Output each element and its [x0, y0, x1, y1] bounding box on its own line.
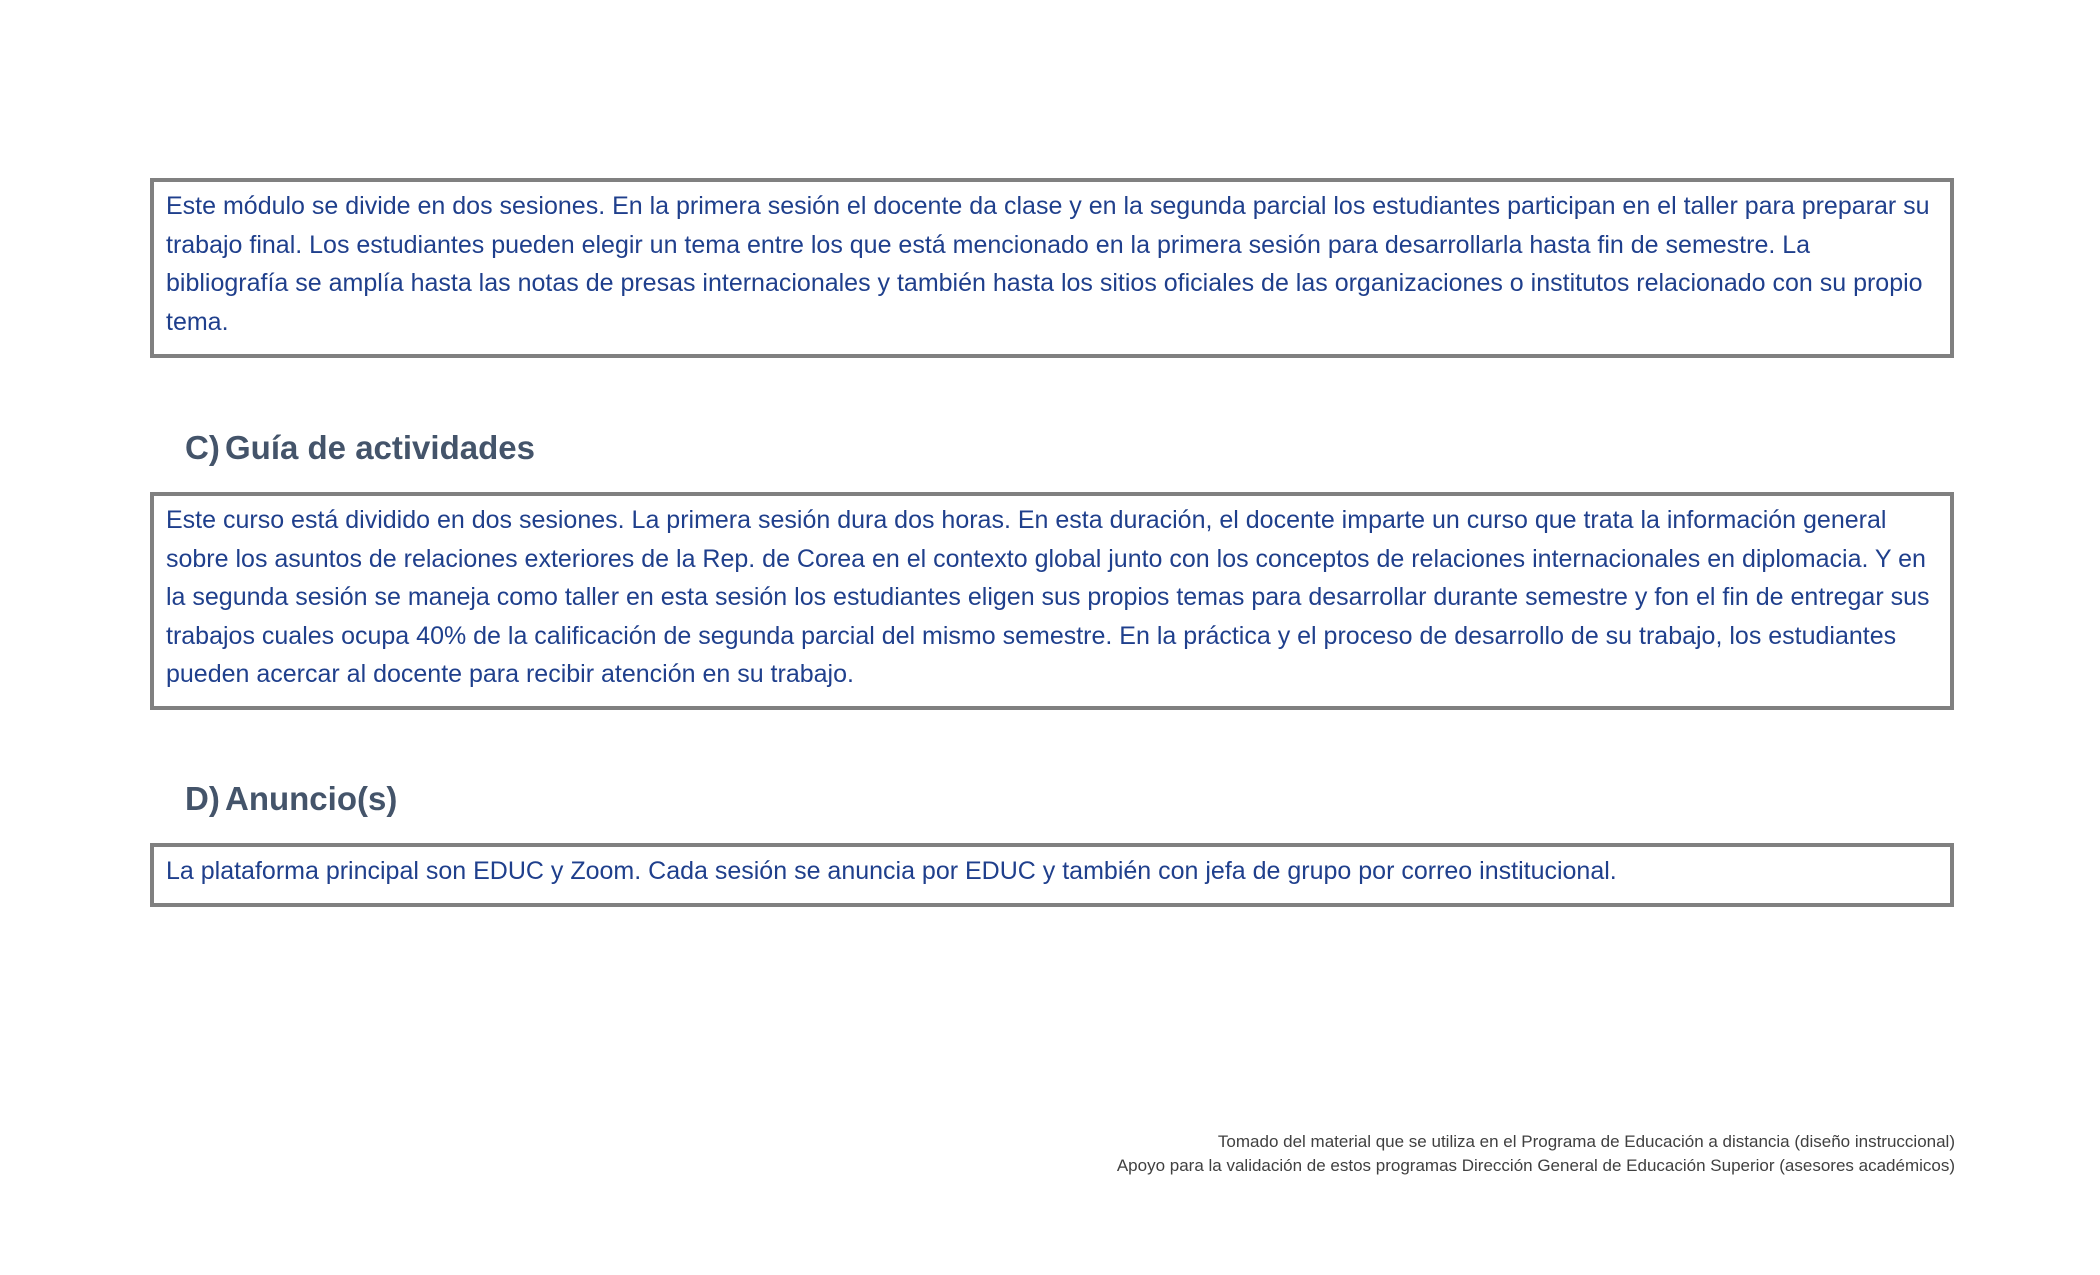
module-description-box [150, 178, 1954, 358]
section-heading-guia [185, 428, 535, 468]
announcements-text: La plataforma principal son EDUC y Zoom. Cada sesión se anuncia por EDUC y también con jefa de grupo por correo institucional. [166, 857, 1617, 885]
section-title: Guía de actividades [225, 429, 535, 466]
module-description-text: Este módulo se divide en dos sesiones. En la primera sesión el docente da clase y en la segunda parcial los estudiantes participan en el taller para preparar su trabajo final. Los estudiantes pueden elegir un tema entre los que está mencionado en la primera sesión para desarrollarla hasta fin de semestre. La bibliografía se amplía hasta las notas de presas internacionales y también hasta los sitios oficiales de las organizaciones o institutos relacionado con su propio tema. [166, 192, 1930, 336]
activities-guide-box [150, 492, 1954, 710]
page-footer [1117, 1130, 1955, 1178]
section-heading-anuncios [185, 779, 397, 819]
section-marker: C) [185, 429, 220, 466]
activities-guide-text: Este curso está dividido en dos sesiones. La primera sesión dura dos horas. En esta duración, el docente imparte un curso que trata la información general sobre los asuntos de relaciones exteriores de la Rep. de Corea en el contexto global junto con los conceptos de relaciones internacionales en diplomacia. Y en la segunda sesión se maneja como taller en esta sesión los estudiantes eligen sus propios temas para desarrollar durante semestre y fon el fin de entregar sus trabajos cuales ocupa 40% de la calificación de segunda parcial del mismo semestre. En la práctica y el proceso de desarrollo de su trabajo, los estudiantes pueden acercar al docente para recibir atención en su trabajo. [166, 506, 1930, 688]
footer-line-source: Tomado del material que se utiliza en el Programa de Educación a distancia (diseño instruccional) [1217, 1132, 1955, 1151]
footer-line-validation: Apoyo para la validación de estos programas Dirección General de Educación Superior (asesores académicos) [1116, 1156, 1955, 1175]
announcements-box [150, 843, 1954, 907]
section-marker: D) [185, 780, 220, 817]
section-title: Anuncio(s) [225, 780, 398, 817]
